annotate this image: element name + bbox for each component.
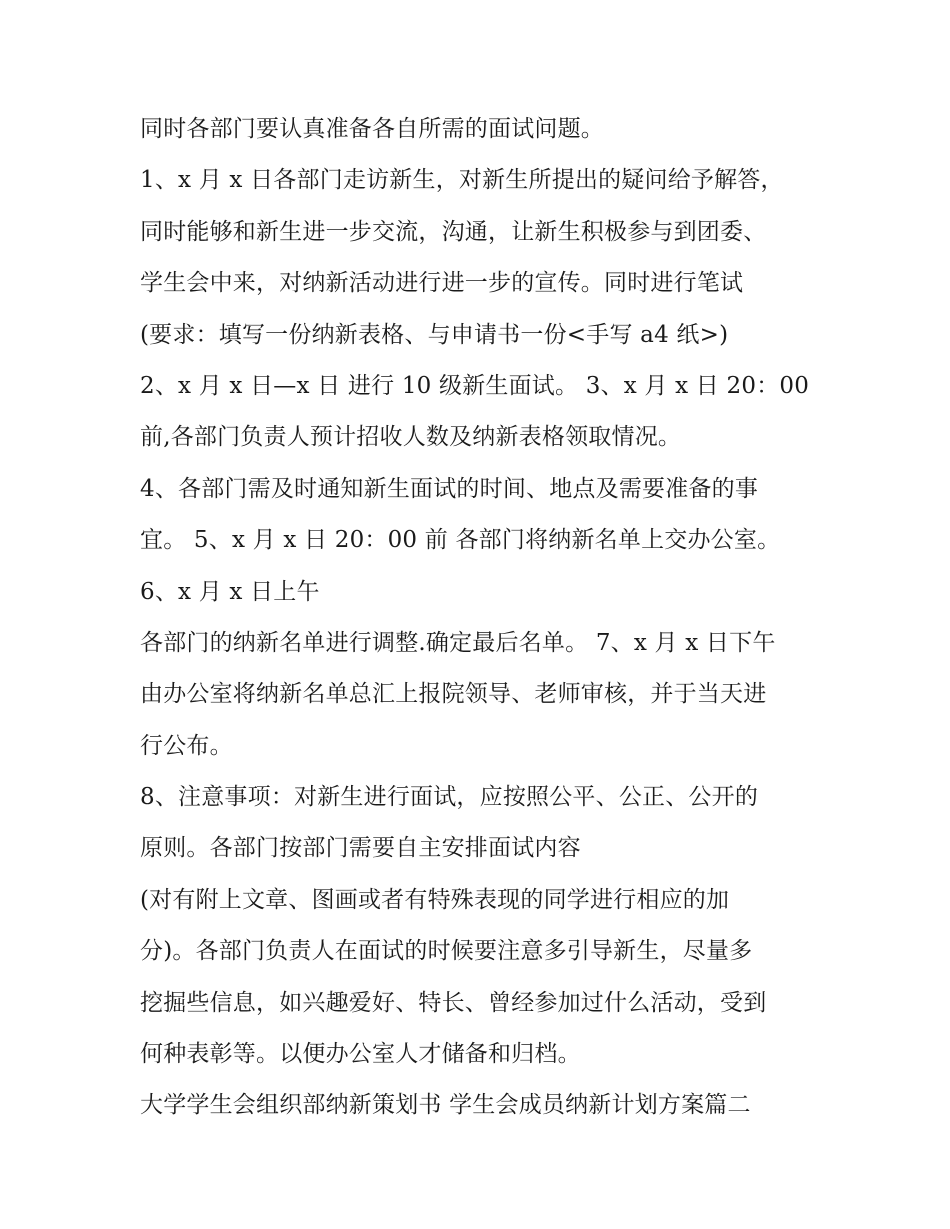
text-line: 宜。 5、x 月 x 日 20：00 前 各部门将纳新名单上交办公室。 (140, 527, 781, 554)
text-line: 学生会中来，对纳新活动进行进一步的宣传。同时进行笔试 (140, 270, 744, 297)
text-line: 大学学生会组织部纳新策划书 学生会成员纳新计划方案篇二 (140, 1092, 751, 1119)
text-line: 8、注意事项：对新生进行面试，应按照公平、公正、公开的 (140, 784, 759, 811)
text-line: 行公布。 (140, 732, 233, 759)
text-line: 同时各部门要认真准备各自所需的面试问题。 (140, 116, 604, 142)
text-line: 4、各部门需及时通知新生面试的时间、地点及需要准备的事 (140, 475, 759, 502)
text-line: 6、x 月 x 日上午 (140, 578, 320, 605)
text-line: 分)。各部门负责人在面试的时候要注意多引导新生，尽量多 (140, 938, 753, 965)
text-line: 2、x 月 x 日—x 日 进行 10 级新生面试。 3、x 月 x 日 20：00 (140, 372, 810, 399)
document-body (140, 104, 830, 1132)
text-line: 何种表彰等。以便办公室人才储备和归档。 (140, 1041, 581, 1068)
text-line: 挖掘些信息，如兴趣爱好、特长、曾经参加过什么活动，受到 (140, 989, 767, 1016)
text-line: (要求：填写一份纳新表格、与申请书一份<手写 a4 纸>) (140, 321, 729, 348)
text-line: 前,各部门负责人预计招收人数及纳新表格领取情况。 (140, 424, 682, 451)
text-line: 同时能够和新生进一步交流，沟通，让新生积极参与到团委、 (140, 218, 767, 245)
text-line: 原则。各部门按部门需要自主安排面试内容 (140, 835, 581, 862)
text-line: 由办公室将纳新名单总汇上报院领导、老师审核，并于当天进 (140, 681, 767, 708)
text-line: 各部门的纳新名单进行调整.确定最后名单。 7、x 月 x 日下午 (140, 629, 776, 656)
text-line: 1、x 月 x 日各部门走访新生，对新生所提出的疑问给予解答， (140, 167, 784, 194)
text-line: (对有附上文章、图画或者有特殊表现的同学进行相应的加 (140, 886, 730, 913)
